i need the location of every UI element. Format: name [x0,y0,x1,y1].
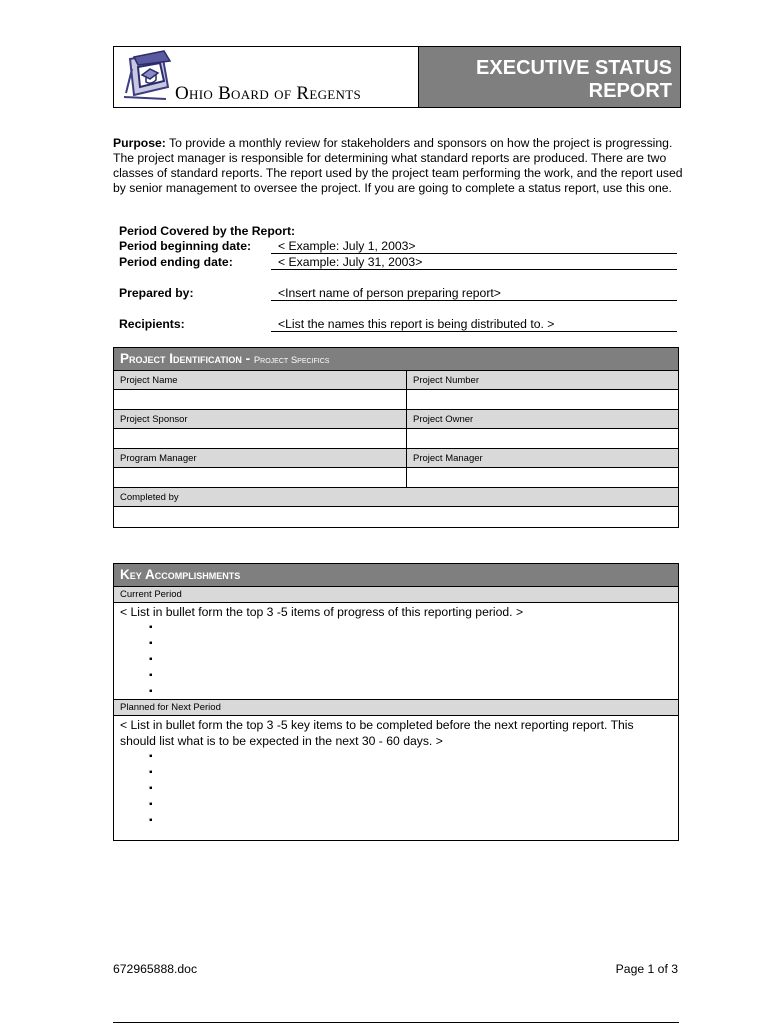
report-title [419,47,680,107]
current-period-bullet-list [120,620,672,700]
period-end-row [119,255,679,271]
table-row [114,390,678,410]
report-title-line2: REPORT [588,80,672,102]
period-end-field[interactable]: < Example: July 31, 2003> [271,255,677,270]
project-owner-field[interactable] [407,429,678,449]
project-number-field[interactable] [407,390,678,410]
project-identification-heading: Project Identification - [120,351,254,366]
project-name-label: Project Name [114,371,407,390]
list-item: ▪ [149,654,153,665]
table-row [114,410,678,429]
current-period-field[interactable] [114,603,678,700]
period-begin-label: Period beginning date: [119,239,252,253]
period-end-label: Period ending date: [119,255,233,269]
period-begin-row [119,239,679,255]
purpose-text: To provide a monthly review for stakeholders and sponsors on how the project is progressing. The project manager is responsible for determining what standard reports are produced. There are two classes of standard reports. The report used by the project team performing the work, and the report used by senior management to oversee the project. If you are going to complete a status report, use this one. [113,136,683,195]
project-specifics-subheading: Project Specifics [253,355,330,366]
project-name-field[interactable] [114,390,407,410]
prepared-by-row [119,286,679,302]
program-manager-field[interactable] [114,468,407,488]
list-item: ▪ [149,751,153,762]
list-item: ▪ [149,799,153,810]
organization-name: Ohio Board of Regents [175,83,362,104]
table-row [114,371,678,390]
recipients-label: Recipients: [119,317,185,331]
project-number-label: Project Number [407,371,678,390]
list-item: ▪ [149,622,153,633]
recipients-field[interactable]: <List the names this report is being distributed to. > [271,317,677,332]
project-sponsor-field[interactable] [114,429,407,449]
prepared-by-label: Prepared by: [119,286,194,300]
table-row [114,449,678,468]
planned-next-period-field[interactable] [114,716,678,840]
period-covered-label: Period Covered by the Report: [119,224,296,238]
table-row [114,468,678,488]
prepared-by-field[interactable]: <Insert name of person preparing report> [271,286,677,301]
report-title-line1: EXECUTIVE STATUS [476,57,672,79]
list-item: ▪ [149,783,153,794]
table-row [114,429,678,449]
footer-divider [113,1022,679,1023]
planned-next-period-label: Planned for Next Period [114,700,678,716]
project-manager-label: Project Manager [407,449,678,468]
period-covered-row [119,224,679,240]
current-period-label: Current Period [114,587,678,603]
project-owner-label: Project Owner [407,410,678,429]
project-manager-field[interactable] [407,468,678,488]
project-identification-table [113,347,679,528]
purpose-label: Purpose: [113,136,166,150]
list-item: ▪ [149,670,153,681]
ohio-board-of-regents-logo-icon [120,49,174,103]
key-accomplishments-title: Key Accomplishments [114,564,678,587]
planned-next-period-instructions: < List in bullet form the top 3 -5 key items to be completed before the next reporting report. This should list what is to be expected in the next 30 - 60 days. > [120,718,634,748]
project-identification-title [114,348,678,371]
current-period-instructions: < List in bullet form the top 3 -5 items of progress of this reporting period. > [120,605,524,619]
key-accomplishments-table [113,563,679,841]
report-header [113,46,681,108]
program-manager-label: Program Manager [114,449,407,468]
planned-next-period-bullet-list [120,749,672,829]
list-item: ▪ [149,686,153,697]
footer-page-number: Page 1 of 3 [615,962,678,976]
header-org-block [114,47,419,107]
list-item: ▪ [149,815,153,826]
purpose-paragraph [113,136,683,196]
project-sponsor-label: Project Sponsor [114,410,407,429]
period-begin-field[interactable]: < Example: July 1, 2003> [271,239,677,254]
completed-by-field[interactable] [114,507,678,527]
recipients-row [119,317,679,333]
footer-filename: 672965888.doc [113,962,198,976]
list-item: ▪ [149,638,153,649]
completed-by-label: Completed by [114,488,678,507]
list-item: ▪ [149,767,153,778]
